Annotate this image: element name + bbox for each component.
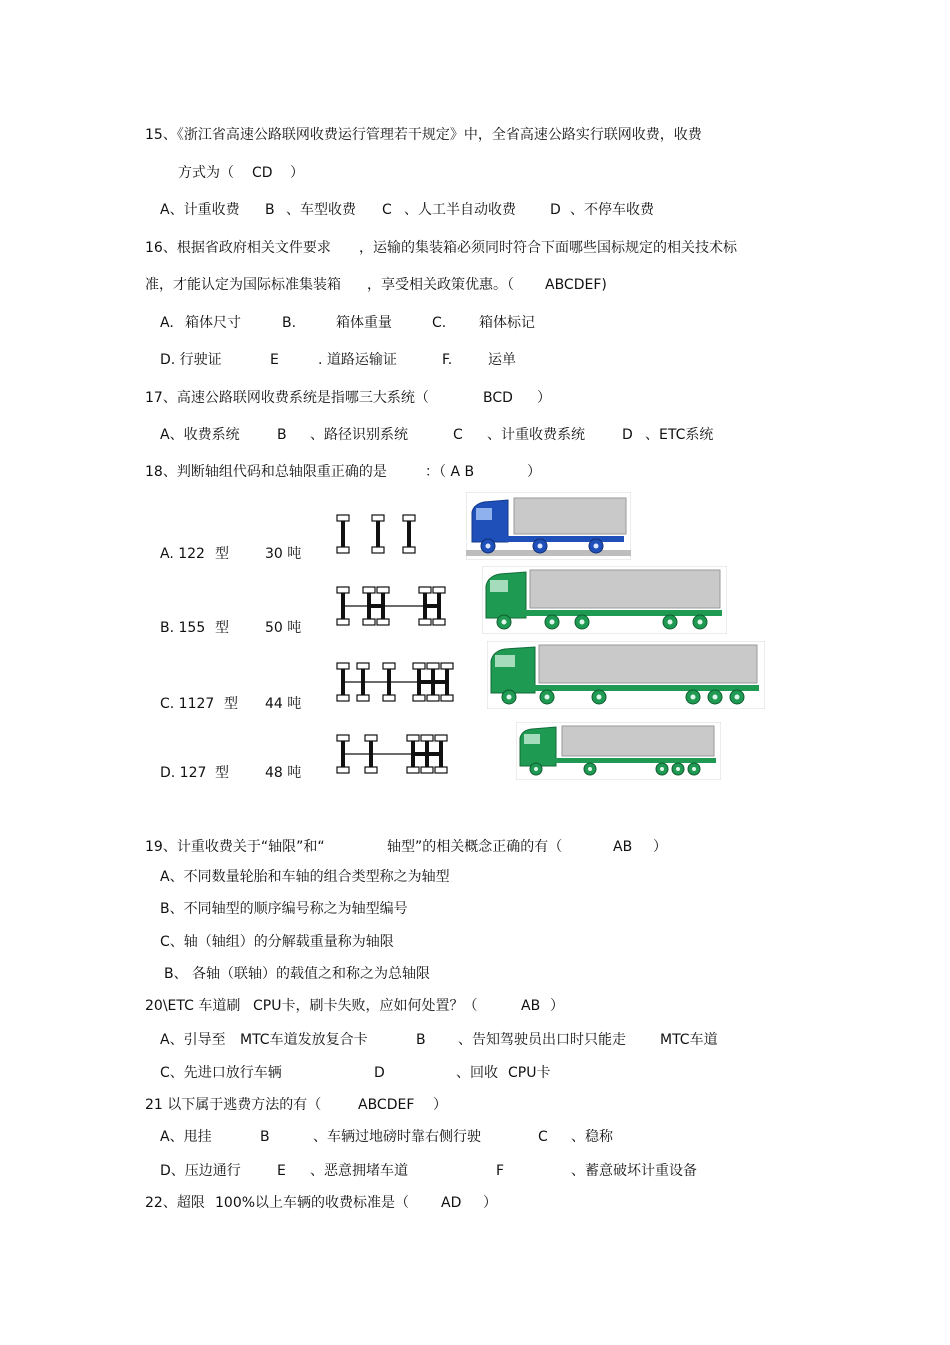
q16-option-c-letter: C. [432,315,447,331]
q15-option-c-text: 、人工半自动收费 [404,202,516,218]
q19-stem [145,838,685,856]
q17-option-c-text: 、计重收费系统 [487,427,585,443]
q17-stem-prefix: 17、高速公路联网收费系统是指哪三大系统（ [145,390,429,406]
q16-answer: ABCDEF) [545,277,607,293]
q18-answer: ：（ A B [425,464,475,480]
q22-stem [145,1194,525,1212]
q15-option-c-letter: C [382,202,392,218]
q22-stem-part2: 100%以上车辆的收费标准是（ [215,1195,410,1211]
q18-stem-prefix: 18、判断轴组代码和总轴限重正确的是 [145,464,387,480]
q16-option-e-letter: E [270,352,279,368]
q20-option-d-part2: CPU卡 [508,1065,551,1081]
q22-stem-suffix: ） [483,1195,497,1211]
q16-option-b-letter: B. [282,315,297,331]
q21-option-c-letter: C [538,1129,548,1145]
q18-option-a-weight: 30 吨 [265,546,302,562]
q17-stem-suffix: ） [537,390,551,406]
q21-option-b-text: 、车辆过地磅时靠右侧行驶 [313,1129,481,1145]
q21-option-a: A、甩挂 [160,1129,212,1145]
q17-stem [145,389,565,407]
q19-answer: AB [613,839,633,855]
q20-option-b-part2: MTC车道 [660,1032,718,1048]
q18-option-d-type: 型 [215,765,229,781]
q20-option-d-letter: D [374,1065,385,1081]
q18-stem [145,463,565,481]
q20-answer: AB [521,998,541,1014]
q18-option-b-weight: 50 吨 [265,620,302,636]
axle-diagram-127 [335,732,455,776]
q18-option-b-type: 型 [215,620,229,636]
q20-options-row1 [160,1031,740,1049]
q20-option-a-part2: MTC车道发放复合卡 [240,1032,368,1048]
q16-stem-part1: 16、根据省政府相关文件要求 [145,240,331,256]
q18-option-d-label: D. 127 [160,765,207,781]
axle-diagram-155 [335,584,455,628]
q17-option-d-letter: D [622,427,633,443]
q18-option-b-label: B. 155 [160,620,206,636]
truck-image-b [482,566,727,634]
q16-stem-part4: ，享受相关政策优惠。（ [367,277,514,293]
q21-answer: ABCDEF [358,1097,415,1113]
q15-options [160,201,720,219]
q18-option-a-type: 型 [215,546,229,562]
q19-stem-part2: 轴型”的相关概念正确的有（ [387,839,563,855]
q21-option-e-text: 、恶意拥堵车道 [310,1163,408,1179]
q21-option-d: D、压边通行 [160,1163,241,1179]
q18-option-a [160,545,320,563]
q19-stem-part1: 19、计重收费关于“轴限”和“ [145,839,325,855]
q20-option-b-letter: B [416,1032,426,1048]
q15-option-a: A、计重收费 [160,202,240,218]
axle-diagram-122 [335,512,425,556]
q17-answer: BCD [483,390,513,406]
truck-image-c [487,641,765,709]
q17-options [160,426,740,444]
q17-option-c-letter: C [453,427,463,443]
q20-stem-part1: 20\ETC 车道刷 [145,998,241,1014]
q16-options-row2 [160,351,580,369]
q20-stem-suffix: ） [550,998,564,1014]
q21-option-f-letter: F [496,1163,505,1179]
q21-stem-prefix: 21 以下属于逃费方法的有（ [145,1097,322,1113]
q21-options-row1 [160,1128,640,1146]
q21-stem-suffix: ） [433,1097,447,1113]
q16-options-row1 [160,314,580,332]
q16-option-a-text: 箱体尺寸 [185,315,241,331]
q15-option-d-text: 、不停车收费 [570,202,654,218]
axle-diagram-1127 [335,660,465,704]
q15-stem-line1: 15、《浙江省高速公路联网收费运行管理若干规定》中，全省高速公路实行联网收费，收费 [145,127,702,143]
q15-option-d-letter: D [550,202,561,218]
q19-option-a: A、不同数量轮胎和车轴的组合类型称之为轴型 [160,869,450,885]
q20-option-c: C、先进口放行车辆 [160,1065,282,1081]
q21-option-e-letter: E [277,1163,286,1179]
q21-option-b-letter: B [260,1129,270,1145]
q19-stem-suffix: ） [653,839,667,855]
q18-stem-suffix: ） [527,464,541,480]
q18-option-c-label: C. 1127 [160,696,215,712]
q18-option-b [160,619,320,637]
truck-image-a [466,492,631,560]
q15-answer: CD [252,165,273,181]
q18-option-d-weight: 48 吨 [265,765,302,781]
q19-option-b: B、不同轴型的顺序编号称之为轴型编号 [160,901,408,917]
q16-option-f-letter: F. [442,352,453,368]
q15-option-b-letter: B [265,202,275,218]
q18-option-c-type: 型 [224,696,238,712]
q15-option-b-text: 、车型收费 [286,202,356,218]
q15-stem-suffix: ） [290,165,304,181]
q19-option-d: B、 各轴（联轴）的载值之和称之为总轴限 [164,966,431,982]
q16-option-b-text: 箱体重量 [336,315,392,331]
q16-stem-part3: 准，才能认定为国际标准集装箱 [145,277,341,293]
q20-stem [145,997,585,1015]
q16-option-f-text: 运单 [488,352,516,368]
q21-options-row2 [160,1162,740,1180]
q18-option-d [160,764,320,782]
q22-answer: AD [441,1195,462,1211]
q20-option-b-part1: 、告知驾驶员出口时只能走 [458,1032,626,1048]
q17-option-a: A、收费系统 [160,427,240,443]
q20-option-a-part1: A、引导至 [160,1032,226,1048]
q16-option-e-text: . 道路运输证 [318,352,397,368]
q21-stem [145,1096,465,1114]
q19-option-c: C、轴（轴组）的分解载重量称为轴限 [160,934,394,950]
q22-stem-part1: 22、超限 [145,1195,205,1211]
q17-option-b-text: 、路径识别系统 [310,427,408,443]
q16-stem-line1 [145,239,785,257]
q18-option-a-label: A. 122 [160,546,205,562]
q20-option-d-part1: 、回收 [456,1065,498,1081]
q16-option-a-letter: A. [160,315,174,331]
q18-option-c-weight: 44 吨 [265,696,302,712]
q17-option-d-text: 、ETC系统 [645,427,714,443]
q16-stem-line2 [145,276,645,294]
q18-option-c [160,695,320,713]
q20-options-row2 [160,1064,580,1082]
q17-option-b-letter: B [277,427,287,443]
q15-stem-prefix: 方式为（ [178,165,234,181]
q20-stem-part2: CPU卡，刷卡失败，应如何处置？（ [253,998,478,1014]
q16-option-d: D. 行驶证 [160,352,222,368]
q16-option-c-text: 箱体标记 [479,315,535,331]
truck-image-d [516,722,721,780]
q16-stem-part2: ，运输的集装箱必须同时符合下面哪些国标规定的相关技术标 [359,240,737,256]
q21-option-f-text: 、蓄意破坏计重设备 [571,1163,697,1179]
q15-stem-line2 [178,164,378,182]
q21-option-c-text: 、稳称 [571,1129,613,1145]
